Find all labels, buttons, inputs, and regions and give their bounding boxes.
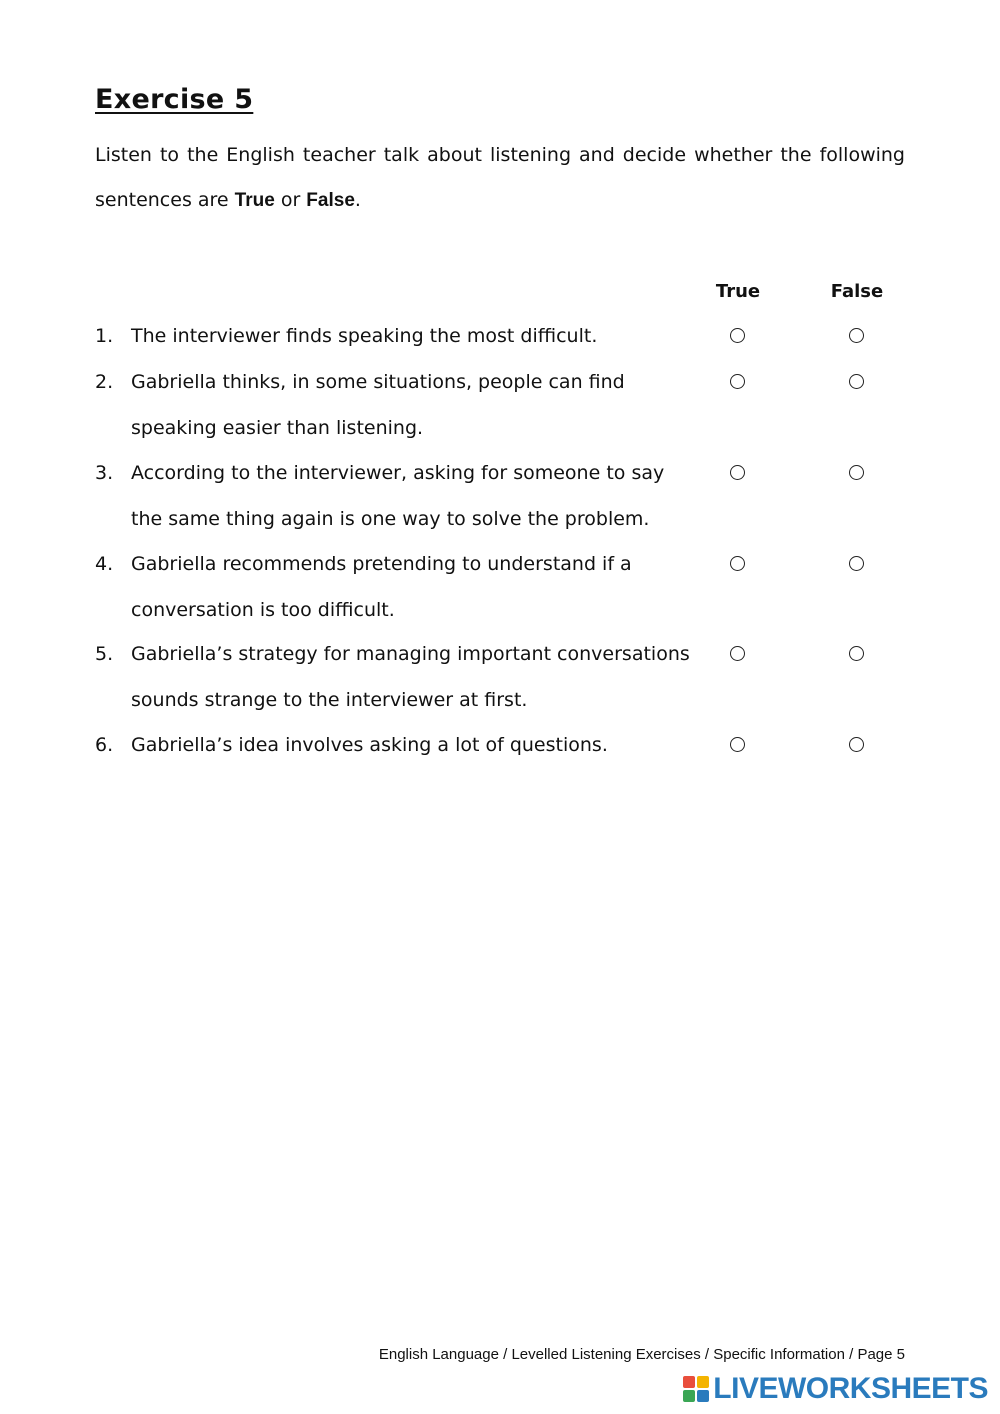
instruction-text: Listen to the English teacher talk about listening and decide whether the following sentences are <box>95 144 905 211</box>
liveworksheets-logo-icon <box>683 1376 709 1402</box>
question-text: Gabriella’s strategy for managing important conversations sounds strange to the interviewer at first. <box>131 643 690 711</box>
exercise-title: Exercise 5 <box>95 84 254 115</box>
instruction-true-word: True <box>234 190 275 211</box>
false-radio-button[interactable] <box>849 374 864 389</box>
question-text: According to the interviewer, asking for someone to say the same thing again is one way to solve the problem. <box>131 462 665 530</box>
instruction-or: or <box>274 189 307 211</box>
true-radio-button[interactable] <box>730 556 745 571</box>
column-header-false: False <box>830 281 884 302</box>
logo-square-red <box>683 1376 695 1388</box>
question-number: 1. <box>95 325 114 347</box>
exercise-instructions <box>95 133 905 223</box>
false-radio-button[interactable] <box>849 737 864 752</box>
logo-square-green <box>683 1390 695 1402</box>
question-number: 5. <box>95 643 114 665</box>
instruction-false-word: False <box>306 190 355 211</box>
true-radio-button[interactable] <box>730 374 745 389</box>
false-radio-button[interactable] <box>849 646 864 661</box>
false-radio-button[interactable] <box>849 328 864 343</box>
false-radio-button[interactable] <box>849 556 864 571</box>
question-text: Gabriella recommends pretending to understand if a conversation is too difficult. <box>131 553 632 621</box>
question-number: 2. <box>95 371 114 393</box>
true-radio-button[interactable] <box>730 328 745 343</box>
liveworksheets-wordmark: LIVEWORKSHEETS <box>713 1372 988 1405</box>
question-text: The interviewer finds speaking the most difficult. <box>131 325 598 347</box>
logo-square-blue <box>697 1390 709 1402</box>
true-radio-button[interactable] <box>730 646 745 661</box>
question-text: Gabriella thinks, in some situations, people can find speaking easier than listening. <box>131 371 625 439</box>
false-radio-button[interactable] <box>849 465 864 480</box>
page-footer: English Language / Levelled Listening Exercises / Specific Information / Page 5 <box>378 1346 905 1363</box>
column-header-true: True <box>715 281 761 302</box>
question-number: 3. <box>95 462 114 484</box>
question-number: 4. <box>95 553 114 575</box>
question-number: 6. <box>95 734 114 756</box>
logo-square-yellow <box>697 1376 709 1388</box>
true-radio-button[interactable] <box>730 465 745 480</box>
liveworksheets-brand[interactable] <box>683 1374 988 1404</box>
true-radio-button[interactable] <box>730 737 745 752</box>
instruction-end: . <box>354 189 361 211</box>
question-text: Gabriella’s idea involves asking a lot of questions. <box>131 734 608 756</box>
